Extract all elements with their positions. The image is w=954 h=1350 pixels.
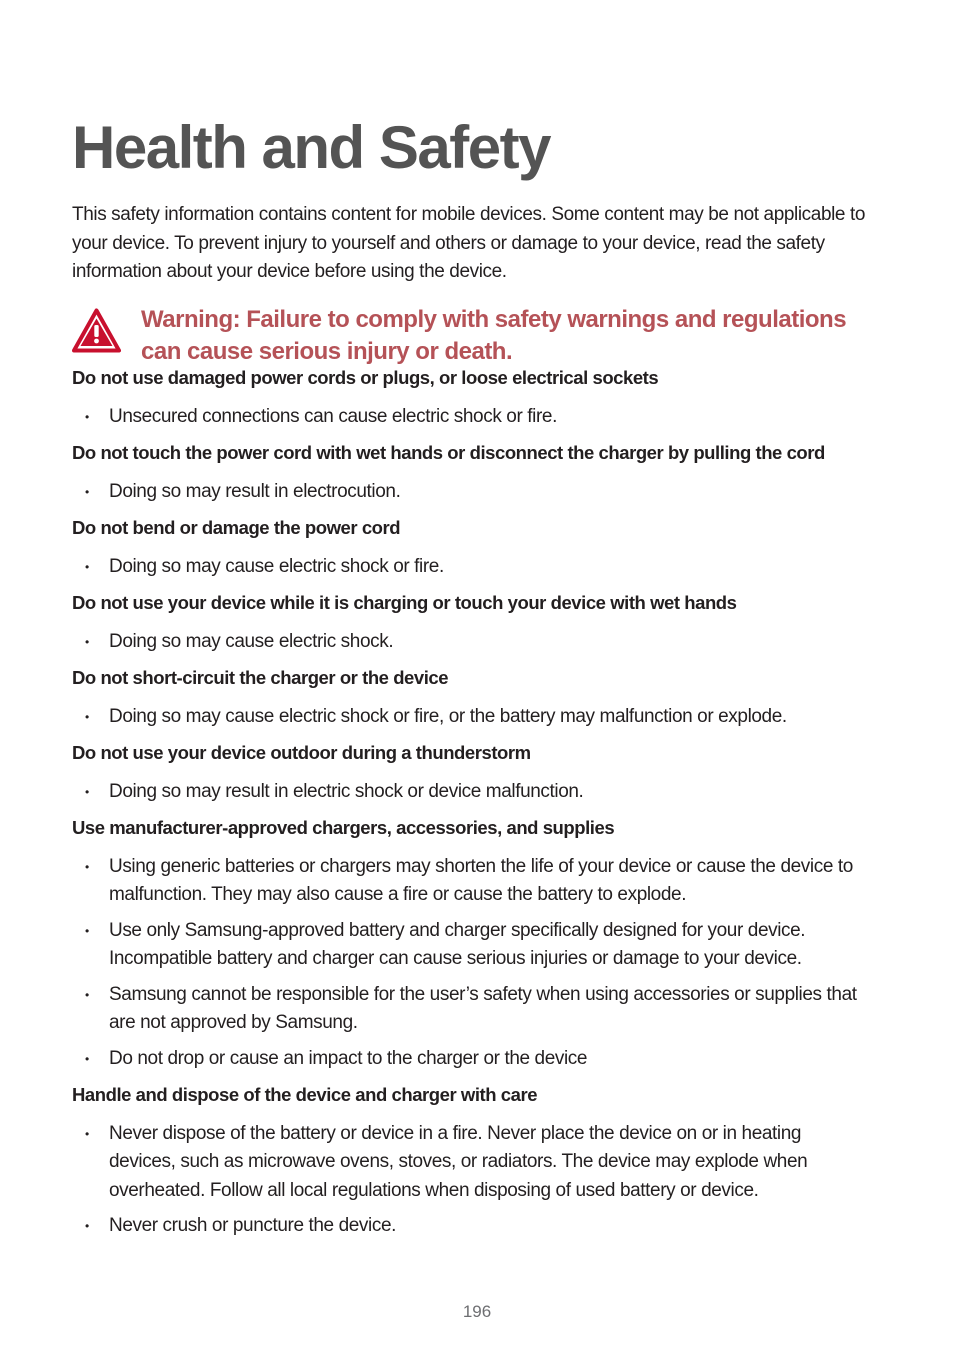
bullet-item <box>72 1212 872 1241</box>
bullet-item <box>72 703 872 732</box>
bullet-item <box>72 778 872 807</box>
section-heading: Do not bend or damage the power cord <box>72 517 401 538</box>
section-heading: Do not touch the power cord with wet hands or disconnect the charger by pulling the cord <box>72 442 825 463</box>
bullet-dot-icon: • <box>85 987 89 1002</box>
safety-section <box>72 589 872 656</box>
warning-text: Warning: Failure to comply with safety warnings and regulations can cause serious injury or death. <box>141 306 847 365</box>
safety-section <box>72 814 872 1073</box>
bullet-item <box>72 628 872 657</box>
bullet-list <box>72 703 872 732</box>
bullet-list <box>72 403 872 432</box>
bullet-dot-icon: • <box>85 1126 89 1141</box>
bullet-dot-icon: • <box>85 784 89 799</box>
bullet-item <box>72 1045 872 1074</box>
bullet-text: Using generic batteries or chargers may shorten the life of your device or cause the device to malfunction. They may also cause a fire or cause the battery to explode. <box>109 855 853 905</box>
page-title: Health and Safety <box>72 114 550 181</box>
bullet-dot-icon: • <box>85 409 89 424</box>
bullet-text: Unsecured connections can cause electric shock or fire. <box>109 405 557 427</box>
bullet-dot-icon: • <box>85 923 89 938</box>
bullet-dot-icon: • <box>85 634 89 649</box>
bullet-item <box>72 553 872 582</box>
bullet-item <box>72 917 872 974</box>
bullet-item <box>72 853 872 910</box>
warning-triangle-icon <box>72 308 121 353</box>
bullet-list <box>72 853 872 1074</box>
bullet-text: Doing so may result in electric shock or device malfunction. <box>109 780 584 802</box>
bullet-dot-icon: • <box>85 484 89 499</box>
bullet-text: Use only Samsung-approved battery and charger specifically designed for your device. Incompatible battery and charger can cause serious injuries or damage to your device. <box>109 919 806 969</box>
bullet-list <box>72 628 872 657</box>
bullet-item <box>72 981 872 1038</box>
bullet-text: Samsung cannot be responsible for the user’s safety when using accessories or supplies that are not approved by Samsung. <box>109 983 857 1033</box>
section-heading: Handle and dispose of the device and charger with care <box>72 1084 538 1105</box>
bullet-dot-icon: • <box>85 709 89 724</box>
bullet-dot-icon: • <box>85 859 89 874</box>
bullet-text: Doing so may cause electric shock or fire, or the battery may malfunction or explode. <box>109 705 787 727</box>
page-number: 196 <box>462 1302 492 1321</box>
bullet-list <box>72 778 872 807</box>
bullet-dot-icon: • <box>85 1051 89 1066</box>
section-heading: Do not use your device outdoor during a thunderstorm <box>72 742 531 763</box>
bullet-item <box>72 403 872 432</box>
safety-section <box>72 439 872 506</box>
bullet-text: Never dispose of the battery or device in a fire. Never place the device on or in heating devices, such as microwave ovens, stoves, or radiators. The device may explode when overheated. Follow all local regulations when disposing of used battery or device. <box>109 1122 808 1201</box>
safety-section <box>72 664 872 731</box>
safety-section <box>72 514 872 581</box>
intro-paragraph: This safety information contains content for mobile devices. Some content may be not applicable to your device. To prevent injury to yourself and others or damage to your device, read the safety information about your device before using the device. <box>72 204 866 282</box>
bullet-item <box>72 1120 872 1206</box>
bullet-text: Doing so may cause electric shock or fire. <box>109 555 444 577</box>
bullet-list <box>72 478 872 507</box>
bullet-text: Doing so may result in electrocution. <box>109 480 401 502</box>
safety-section <box>72 364 872 431</box>
bullet-dot-icon: • <box>85 1219 89 1233</box>
bullet-text: Doing so may cause electric shock. <box>109 630 394 652</box>
section-heading: Do not use your device while it is charging or touch your device with wet hands <box>72 592 737 613</box>
bullet-dot-icon: • <box>85 559 89 574</box>
section-heading: Use manufacturer-approved chargers, accessories, and supplies <box>72 817 615 838</box>
section-heading: Do not use damaged power cords or plugs, or loose electrical sockets <box>72 367 659 388</box>
safety-section <box>72 739 872 806</box>
safety-section <box>72 1081 872 1241</box>
bullet-list <box>72 553 872 582</box>
bullet-list <box>72 1120 872 1241</box>
bullet-item <box>72 478 872 507</box>
bullet-text: Never crush or puncture the device. <box>109 1215 396 1236</box>
bullet-text: Do not drop or cause an impact to the charger or the device <box>109 1047 588 1069</box>
section-heading: Do not short-circuit the charger or the device <box>72 667 449 688</box>
safety-sections <box>72 364 872 1249</box>
